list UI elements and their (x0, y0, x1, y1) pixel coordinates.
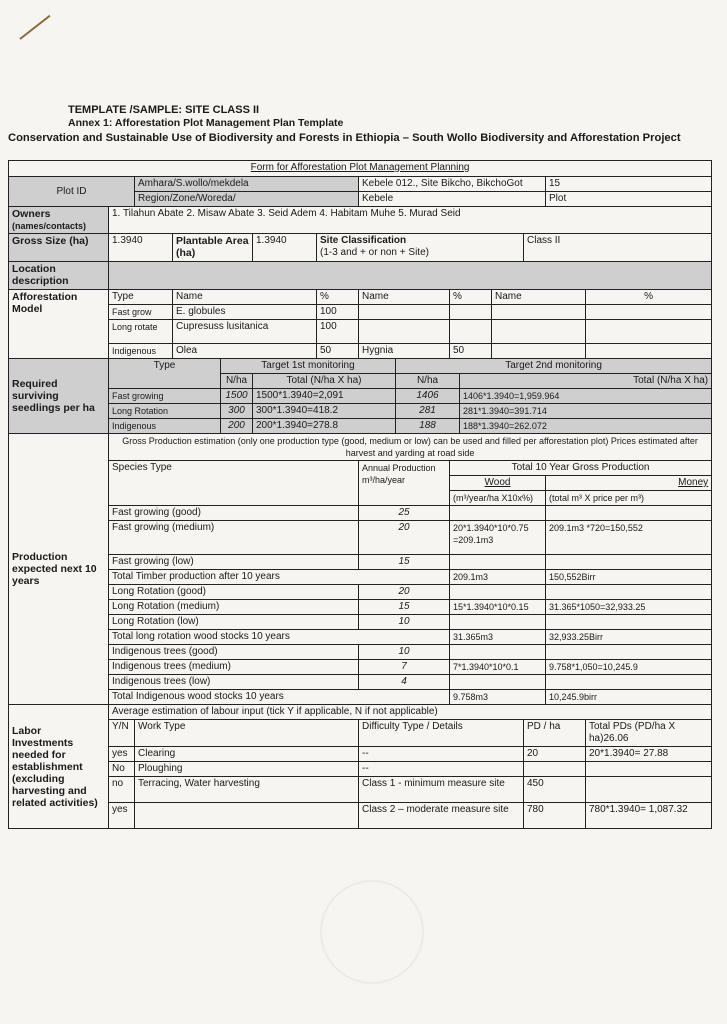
owners-sublabel: (names/contacts) (12, 221, 87, 231)
owners-label (9, 207, 109, 234)
labor-yn: No (109, 762, 135, 777)
seed-n2: 188 (396, 419, 460, 434)
plot-id-label: Plot ID (9, 177, 135, 207)
prod-h-wood-sub: (m³/year/ha X10x%) (450, 491, 546, 506)
prod-wood: 209.1m3 (450, 570, 546, 585)
aff-h-name2: Name (359, 290, 450, 305)
faint-stamp (320, 880, 424, 984)
prod-annual: 7 (359, 660, 450, 675)
prod-money: 9.758*1,050=10,245.9 (546, 660, 712, 675)
prod-species: Fast growing (medium) (109, 521, 359, 555)
labor-yn: yes (109, 747, 135, 762)
site-class-label-cell (317, 234, 524, 262)
aff-name2: Hygnia (359, 344, 450, 359)
seed-n1: 300 (221, 404, 253, 419)
prod-h-total10: Total 10 Year Gross Production (450, 461, 712, 476)
template-line: TEMPLATE /SAMPLE: SITE CLASS II (68, 104, 260, 116)
seed-t1: 300*1.3940=418.2 (253, 404, 396, 419)
afforestation-label: Afforestation Model (9, 290, 109, 359)
prod-species: Indigenous trees (good) (109, 645, 359, 660)
aff-pct: 100 (317, 305, 359, 320)
seed-h-target1: Target 1st monitoring (221, 359, 396, 374)
prod-species: Long Rotation (good) (109, 585, 359, 600)
prod-wood: 31.365m3 (450, 630, 546, 645)
seed-n2: 1406 (396, 389, 460, 404)
prod-wood: 20*1.3940*10*0.75 =209.1m3 (450, 521, 546, 555)
prod-money: 32,933.25Birr (546, 630, 712, 645)
prod-annual: 4 (359, 675, 450, 690)
labor-total: 20*1.3940= 27.88 (586, 747, 712, 762)
seed-t2: 1406*1.3940=1,959.964 (460, 389, 712, 404)
aff-name: E. globules (173, 305, 317, 320)
seed-h-total2: Total (N/ha X ha) (460, 374, 712, 389)
aff-type: Fast grow (109, 305, 173, 320)
plan-table (8, 160, 712, 829)
pen-mark (19, 15, 50, 40)
prod-money: 10,245.9birr (546, 690, 712, 705)
prod-species-total: Total long rotation wood stocks 10 years (109, 630, 450, 645)
labor-diff: Class 1 - minimum measure site (359, 777, 524, 803)
labor-h-pd: PD / ha (524, 720, 586, 747)
kebele-label: Kebele (359, 192, 546, 207)
seed-n2: 281 (396, 404, 460, 419)
prod-h-money: Money (546, 476, 712, 491)
seed-n1: 200 (221, 419, 253, 434)
prod-species: Fast growing (low) (109, 555, 359, 570)
prod-annual: 10 (359, 615, 450, 630)
prod-h-wood: Wood (450, 476, 546, 491)
aff-h-name: Name (173, 290, 317, 305)
prod-h-species: Species Type (109, 461, 359, 506)
labor-h-total: Total PDs (PD/ha X ha)26.06 (586, 720, 712, 747)
seed-type: Long Rotation (109, 404, 221, 419)
seed-h-total1: Total (N/ha X ha) (253, 374, 396, 389)
site-class-sublabel: (1-3 and + or non + Site) (320, 247, 429, 258)
labor-diff: -- (359, 762, 524, 777)
location-label: Location description (9, 262, 109, 290)
prod-annual: 10 (359, 645, 450, 660)
prod-species: Indigenous trees (low) (109, 675, 359, 690)
form-title: Form for Afforestation Plot Management Planning (9, 161, 712, 177)
gross-size-value: 1.3940 (109, 234, 173, 262)
prod-h-annual: Annual Production m³/ha/year (359, 461, 450, 506)
prod-annual: 20 (359, 521, 450, 555)
seed-h-nha2: N/ha (396, 374, 460, 389)
labor-yn: no (109, 777, 135, 803)
aff-name: Cupresuss lusitanica (173, 320, 317, 344)
prod-species: Long Rotation (medium) (109, 600, 359, 615)
seed-t2: 281*1.3940=391.714 (460, 404, 712, 419)
prod-species-total: Total Indigenous wood stocks 10 years (109, 690, 450, 705)
aff-type: Long rotate (109, 320, 173, 344)
plot-label: Plot (546, 192, 712, 207)
seed-type: Fast growing (109, 389, 221, 404)
seed-h-nha1: N/ha (221, 374, 253, 389)
prod-wood: 15*1.3940*10*0.15 (450, 600, 546, 615)
labor-pd: 780 (524, 803, 586, 829)
prod-annual: 15 (359, 555, 450, 570)
region-label: Region/Zone/Woreda/ (135, 192, 359, 207)
prod-annual: 25 (359, 506, 450, 521)
labor-h-diff: Difficulty Type / Details (359, 720, 524, 747)
aff-h-pct: % (317, 290, 359, 305)
aff-pct: 100 (317, 320, 359, 344)
prod-money: 150,552Birr (546, 570, 712, 585)
prod-money: 31.365*1050=32,933.25 (546, 600, 712, 615)
plantable-value: 1.3940 (253, 234, 317, 262)
owners-label-text: Owners (12, 208, 51, 220)
prod-species-total: Total Timber production after 10 years (109, 570, 450, 585)
prod-species: Long Rotation (low) (109, 615, 359, 630)
seedlings-label: Required surviving seedlings per ha (9, 359, 109, 434)
aff-pct2: 50 (450, 344, 492, 359)
gross-size-label: Gross Size (ha) (9, 234, 109, 262)
seed-type: Indigenous (109, 419, 221, 434)
labor-work: Terracing, Water harvesting (135, 777, 359, 803)
prod-annual: 20 (359, 585, 450, 600)
labor-diff: Class 2 – moderate measure site (359, 803, 524, 829)
labor-pd: 20 (524, 747, 586, 762)
region-value: Amhara/S.wollo/mekdela (135, 177, 359, 192)
aff-type: Indigenous (109, 344, 173, 359)
seed-n1: 1500 (221, 389, 253, 404)
site-class-label: Site Classification (320, 235, 407, 246)
prod-species: Indigenous trees (medium) (109, 660, 359, 675)
prod-h-money-sub: (total m³ X price per m³) (546, 491, 712, 506)
production-label: Production expected next 10 years (9, 434, 109, 705)
owners-value: 1. Tilahun Abate 2. Misaw Abate 3. Seid Adem 4. Habitam Muhe 5. Murad Seid (109, 207, 712, 234)
labor-total: 780*1.3940= 1,087.32 (586, 803, 712, 829)
annex-title: Annex 1: Afforestation Plot Management Plan Template (68, 117, 344, 129)
seed-t2: 188*1.3940=262.072 (460, 419, 712, 434)
labor-work: Ploughing (135, 762, 359, 777)
aff-h-type: Type (109, 290, 173, 305)
aff-pct: 50 (317, 344, 359, 359)
prod-annual: 15 (359, 600, 450, 615)
plot-number: 15 (546, 177, 712, 192)
aff-h-name3: Name (492, 290, 586, 305)
prod-money: 209.1m3 *720=150,552 (546, 521, 712, 555)
prod-wood: 9.758m3 (450, 690, 546, 705)
labor-note: Average estimation of labour input (tick Y if applicable, N if not applicable) (109, 705, 712, 720)
seed-t1: 200*1.3940=278.8 (253, 419, 396, 434)
kebele-value: Kebele 012., Site Bikcho, BikchoGot (359, 177, 546, 192)
plantable-label: Plantable Area (ha) (173, 234, 253, 262)
labor-work: Clearing (135, 747, 359, 762)
labor-h-yn: Y/N (109, 720, 135, 747)
prod-species: Fast growing (good) (109, 506, 359, 521)
site-class-value: Class II (524, 234, 712, 262)
location-value (109, 262, 712, 290)
labor-pd: 450 (524, 777, 586, 803)
aff-h-pct2: % (450, 290, 492, 305)
seed-h-target2: Target 2nd monitoring (396, 359, 712, 374)
seed-h-type: Type (109, 359, 221, 389)
labor-diff: -- (359, 747, 524, 762)
aff-name: Olea (173, 344, 317, 359)
labor-h-work: Work Type (135, 720, 359, 747)
seed-t1: 1500*1.3940=2,091 (253, 389, 396, 404)
labor-label: Labor Investments needed for establishment (excluding harvesting and related activities) (9, 705, 109, 829)
production-note: Gross Production estimation (only one production type (good, medium or low) can be used and filled per afforestation plot) Prices estimated after harvest and yarding at road side (109, 434, 712, 461)
aff-h-pct3: % (586, 290, 712, 305)
project-title: Conservation and Sustainable Use of Biodiversity and Forests in Ethiopia – South Wollo Biodiversity and Afforestation Project (8, 132, 681, 144)
labor-yn: yes (109, 803, 135, 829)
prod-wood: 7*1.3940*10*0.1 (450, 660, 546, 675)
